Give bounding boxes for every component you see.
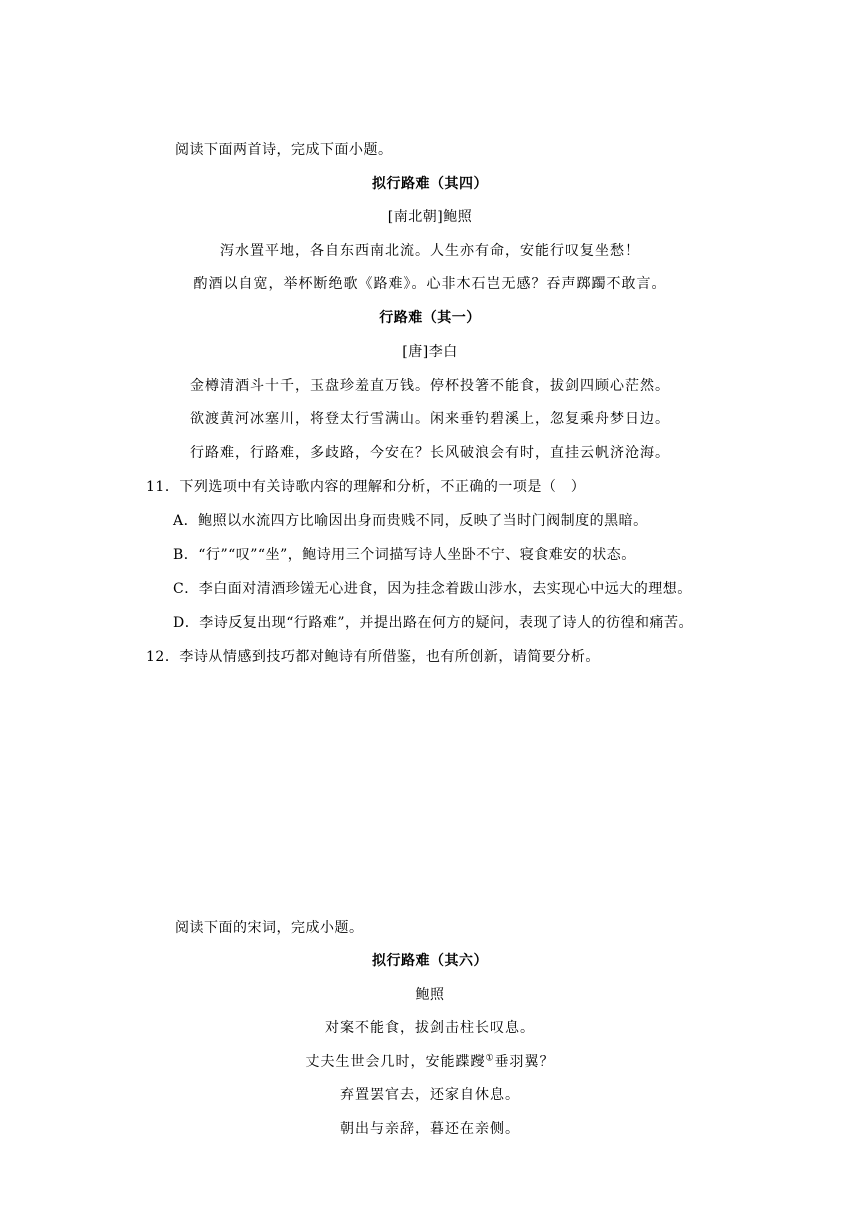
poem3-line-2 (0, 1052, 860, 1072)
poem3-line-4: 朝出与亲辞，暮还在亲侧。 (340, 1121, 520, 1137)
poem3-title: 拟行路难（其六） (372, 953, 488, 969)
poem3-author: 鲍照 (415, 987, 445, 1003)
poem2-line-1: 金樽清酒斗十千，玉盘珍羞直万钱。停杯投箸不能食，拔剑四顾心茫然。 (190, 378, 670, 394)
poem2-author: [唐]李白 (402, 344, 458, 360)
poem3-line-2-text: 丈夫生世会几时，安能蹀躞 (305, 1054, 486, 1070)
poem3-line-3: 弃置罢官去，还家自休息。 (340, 1087, 520, 1103)
footnote-marker: ① (485, 1053, 495, 1064)
question-11-stem: 11．下列选项中有关诗歌内容的理解和分析，不正确的一项是（ ） (146, 479, 586, 495)
poem1-title: 拟行路难（其四） (372, 176, 488, 192)
question-11-option-b: B．“行”“叹”“坐”，鲍诗用三个词描写诗人坐卧不宁、寝食难安的状态。 (173, 547, 636, 563)
question-11-option-a: A．鲍照以水流四方比喻因出身而贵贱不同，反映了当时门阀制度的黑暗。 (173, 513, 648, 529)
question-12: 12．李诗从情感到技巧都对鲍诗有所借鉴，也有所创新，请简要分析。 (146, 649, 600, 665)
section2-intro: 阅读下面的宋词，完成小题。 (175, 920, 364, 936)
poem3-line-2-tail: 垂羽翼？ (494, 1054, 555, 1070)
section1-intro: 阅读下面两首诗，完成下面小题。 (175, 142, 393, 158)
question-11-option-c: C．李白面对清酒珍馐无心进食，因为挂念着跋山涉水，去实现心中远大的理想。 (173, 581, 692, 597)
poem2-title: 行路难（其一） (379, 310, 481, 326)
poem2-line-2: 欲渡黄河冰塞川，将登太行雪满山。闲来垂钓碧溪上，忽复乘舟梦日边。 (190, 411, 670, 427)
poem1-author: [南北朝]鲍照 (387, 209, 473, 225)
poem1-line-2: 酌酒以自宽，举杯断绝歌《路难》。心非木石岂无感？吞声踯躅不敢言。 (193, 276, 667, 292)
poem2-line-3: 行路难，行路难，多歧路，今安在？长风破浪会有时，直挂云帆济沧海。 (190, 445, 670, 461)
poem3-line-1: 对案不能食，拔剑击柱长叹息。 (325, 1020, 535, 1036)
poem1-line-1: 泻水置平地，各自东西南北流。人生亦有命，安能行叹复坐愁！ (220, 243, 640, 259)
question-11-option-d: D．李诗反复出现“行路难”，并提出路在何方的疑问，表现了诗人的彷徨和痛苦。 (173, 615, 694, 631)
